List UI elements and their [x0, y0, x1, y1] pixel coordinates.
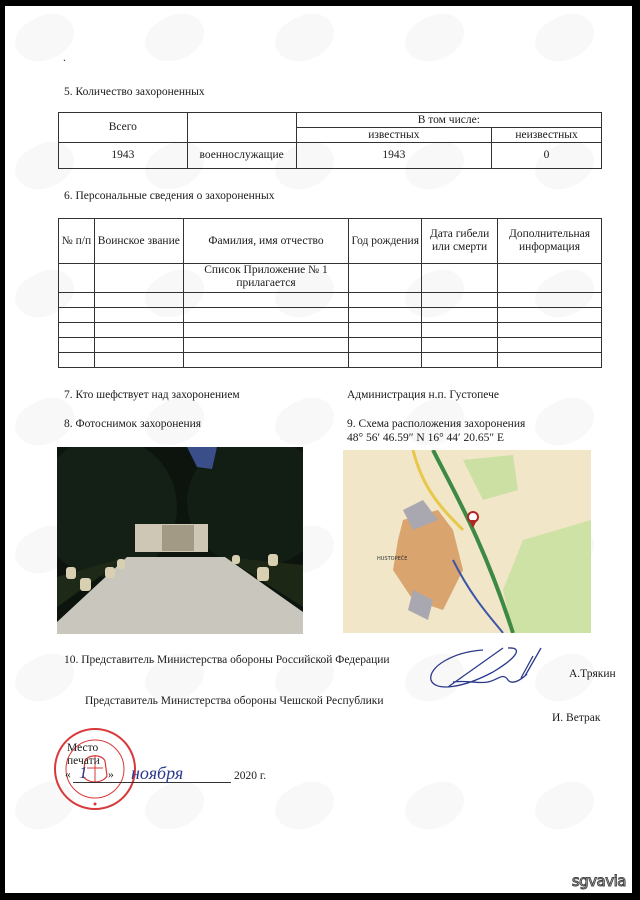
table-row: [59, 264, 602, 293]
cell-unknown: 0: [492, 143, 602, 169]
watermark-brand: sgvavia: [571, 872, 626, 890]
header-including: В том числе:: [296, 113, 601, 128]
location-map-image: [343, 450, 591, 633]
coordinates: 48° 56′ 46.59″ N 16° 44′ 20.65″ E: [347, 432, 505, 444]
date-day: 1: [79, 763, 88, 782]
header-rank: Воинское звание: [94, 219, 183, 264]
date-year: 2020 г.: [234, 770, 267, 782]
watermark-icon: [268, 772, 342, 840]
header-blank: [187, 113, 296, 143]
header-full-name: Фамилия, имя отчество: [183, 219, 349, 264]
table-row: [59, 293, 602, 308]
section5-title: 5. Количество захороненных: [64, 86, 205, 98]
rep-czech-name: И. Ветрак: [552, 712, 601, 724]
document-page: [5, 6, 632, 893]
map-town-label: HUSTOPEČE: [377, 556, 408, 562]
rep-russia-label: 10. Представитель Министерства обороны Российской Федерации: [64, 654, 390, 666]
watermark-icon: [268, 6, 342, 72]
header-total: Всего: [59, 113, 188, 143]
watermark-icon: [398, 6, 472, 72]
header-known: известных: [296, 128, 492, 143]
section7-value: Администрация н.п. Густопече: [347, 389, 499, 401]
watermark-icon: [528, 6, 602, 72]
signature-russia-icon: [423, 642, 563, 694]
header-additional-info: Дополнительная информация: [498, 219, 602, 264]
date-month: ноября: [131, 763, 184, 783]
memorial-photo-image: [57, 447, 303, 634]
watermark-icon: [268, 388, 342, 456]
date-close-quote: »: [108, 769, 114, 781]
header-unknown: неизвестных: [492, 128, 602, 143]
memorial-photo: [57, 447, 303, 634]
section7-label: 7. Кто шефствует над захоронением: [64, 389, 240, 401]
rep-russia-name: А.Трякин: [569, 668, 616, 680]
watermark-icon: [528, 388, 602, 456]
location-map: [343, 450, 591, 633]
seal-place-label: Место печати: [67, 742, 100, 767]
table-row: [59, 323, 602, 338]
watermark-icon: [138, 6, 212, 72]
header-death-date: Дата гибели или смерти: [422, 219, 498, 264]
header-birth-year: Год рождения: [349, 219, 422, 264]
table-row: [59, 338, 602, 353]
stray-dot: .: [63, 52, 66, 64]
watermark-icon: [398, 772, 472, 840]
rep-czech-label: Представитель Министерства обороны Чешской Республики: [85, 695, 384, 707]
cell-known: 1943: [296, 143, 492, 169]
table-header-row: [59, 219, 602, 264]
cell-total: 1943: [59, 143, 188, 169]
personal-info-table: [58, 218, 602, 368]
watermark-icon: [528, 772, 602, 840]
table-row: [59, 308, 602, 323]
watermark-icon: [8, 6, 82, 72]
attachment-note: Список Приложение № 1 прилагается: [183, 264, 349, 293]
table-row: [59, 353, 602, 368]
section8-label: 8. Фотоснимок захоронения: [64, 418, 202, 430]
date-open-quote: «: [65, 769, 71, 781]
burial-count-table: [58, 112, 602, 169]
section9-label: 9. Схема расположения захоронения: [347, 418, 526, 430]
header-number: № п/п: [59, 219, 95, 264]
section6-title: 6. Персональные сведения о захороненных: [64, 190, 275, 202]
cell-category: военнослужащие: [187, 143, 296, 169]
